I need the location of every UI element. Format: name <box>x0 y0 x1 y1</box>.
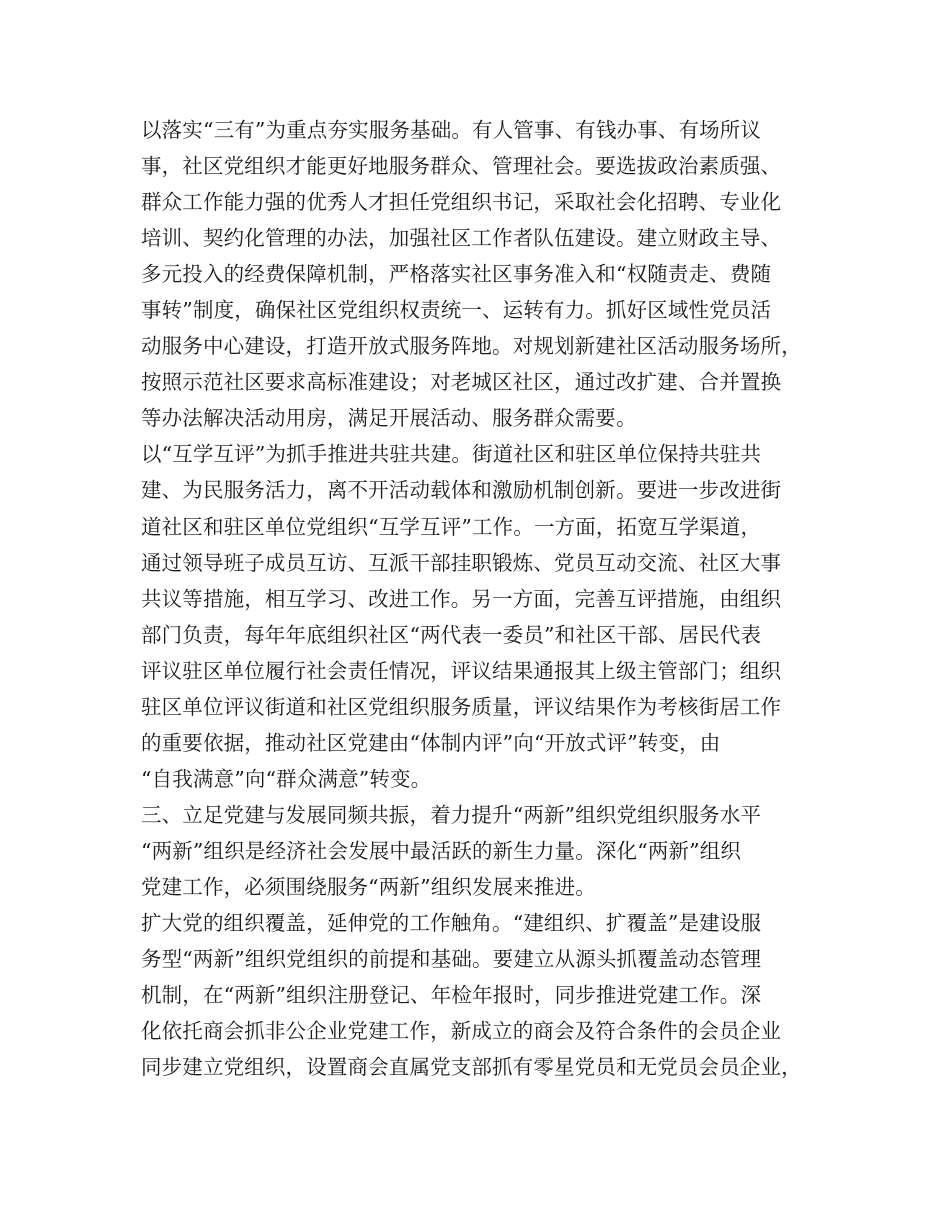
text-line: 评议驻区单位履行社会责任情况，评议结果通报其上级主管部门；组织 <box>141 658 782 683</box>
text-line: 事转”制度，确保社区党组织权责统一、运转有力。抓好区域性党员活 <box>141 298 772 323</box>
text-line: 培训、契约化管理的办法，加强社区工作者队伍建设。建立财政主导、 <box>141 226 782 251</box>
text-line: 事，社区党组织才能更好地服务群众、管理社会。要选拔政治素质强、 <box>141 154 782 179</box>
text-line: 以“互学互评”为抓手推进共驻共建。街道社区和驻区单位保持共驻共 <box>141 442 762 467</box>
text-line: 化依托商会抓非公企业党建工作，新成立的商会及符合条件的会员企业 <box>141 1019 782 1044</box>
text-line: 共议等措施，相互学习、改进工作。另一方面，完善互评措施，由组织 <box>141 586 782 611</box>
text-line: 通过领导班子成员互访、互派干部挂职锻炼、党员互动交流、社区大事 <box>141 550 782 575</box>
text-line: 务型“两新”组织党组织的前提和基础。要建立从源头抓覆盖动态管理 <box>141 947 762 972</box>
text-line: 道社区和驻区单位党组织“互学互评”工作。一方面，拓宽互学渠道， <box>141 514 762 539</box>
text-line: 的重要依据，推动社区党建由“体制内评”向“开放式评”转变，由 <box>141 730 721 755</box>
text-line: “两新”组织是经济社会发展中最活跃的新生力量。深化“两新”组织 <box>141 838 742 863</box>
text-line: 动服务中心建设，打造开放式服务阵地。对规划新建社区活动服务场所， <box>141 334 802 359</box>
text-line: 驻区单位评议街道和社区党组织服务质量，评议结果作为考核街居工作 <box>141 694 782 719</box>
text-line: 扩大党的组织覆盖，延伸党的工作触角。“建组织、扩覆盖”是建设服 <box>141 911 762 936</box>
text-line: 部门负责，每年年底组织社区“两代表一委员”和社区干部、居民代表 <box>141 622 762 647</box>
text-line: 群众工作能力强的优秀人才担任党组织书记，采取社会化招聘、专业化 <box>141 190 782 215</box>
text-line: 以落实“三有”为重点夯实服务基础。有人管事、有钱办事、有场所议 <box>141 118 762 142</box>
text-line: 机制，在“两新”组织注册登记、年检年报时，同步推进党建工作。深 <box>141 983 762 1008</box>
text-line: “自我满意”向“群众满意”转变。 <box>141 766 432 791</box>
text-line: 同步建立党组织，设置商会直属党支部抓有零星党员和无党员会员企业， <box>141 1055 802 1080</box>
text-line: 多元投入的经费保障机制，严格落实社区事务准入和“权随责走、费随 <box>141 262 772 287</box>
text-line: 等办法解决活动用房，满足开展活动、服务群众需要。 <box>141 406 637 431</box>
text-line: 党建工作，必须围绕服务“两新”组织发展来推进。 <box>141 874 596 899</box>
section-heading: 三、立足党建与发展同频共振，着力提升“两新”组织党组织服务水平 <box>141 802 762 827</box>
body-text <box>141 112 831 1085</box>
text-line: 按照示范社区要求高标准建设；对老城区社区，通过改扩建、合并置换 <box>141 370 782 395</box>
text-line: 建、为民服务活力，离不开活动载体和激励机制创新。要进一步改进街 <box>141 478 782 503</box>
